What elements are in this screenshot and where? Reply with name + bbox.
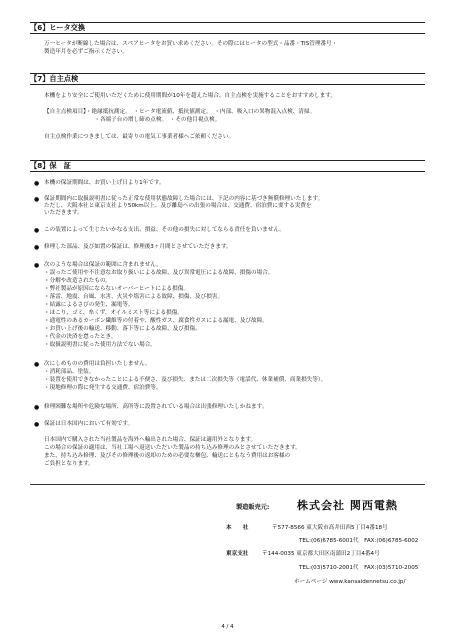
hq-address: 〒577-8566 東大阪市高井田西5丁目4番18号 — [272, 525, 388, 531]
footer-rule — [30, 484, 425, 485]
bullet-icon: ● — [34, 421, 40, 428]
section-8-title: 【8】保 証 — [30, 161, 71, 170]
bullet-icon: ● — [34, 404, 40, 411]
warranty-line: 修理した部品、及び如置の保証は、修理後3ヶ月間とさせていただきます。 — [44, 244, 232, 250]
warranty-line: ・取扱説明書に従った使用方法でない場合。 — [44, 342, 156, 348]
warranty-line: この場合の保証の適用は、当社工場へ返送いただいた製品の持ち込み修理のみとさせていただきます。 — [44, 445, 301, 451]
company-name: 株式会社 関西電熱 — [297, 499, 398, 512]
tokyo-label: 東京支社 — [226, 551, 249, 557]
section-6-line: 万一ヒータが断線した場合は、スペアヒータをお買い求めください。その際にはヒータの型式・品番・TIS管理番号・ — [44, 41, 338, 47]
warranty-line: ・結露によるさびの発生、漏電等。 — [44, 302, 134, 308]
warranty-line: ・落雷、地震、台風、水害、火災や塩害による故障、損傷、及び損害。 — [44, 294, 224, 300]
warranty-line: 日本国内で購入された当社製品を海外へ輸出された場合、保証は適用外となります。 — [44, 437, 257, 443]
bullet-icon: ● — [34, 196, 40, 203]
warranty-line: ・消耗部品、塗装。 — [44, 369, 95, 375]
warranty-line: ・誤ったご使用や不注意なお取り扱いによる故障、及び異常電圧による故障、損傷の場合。 — [44, 270, 274, 276]
warranty-line: 本機の保証期間は、お買い上げ日より1年です。 — [44, 180, 165, 186]
section-7-line: 自主点検作業につきましては、最寄りの電気工事業者様へご依頼ください。 — [44, 134, 235, 140]
warranty-line: ・通電性のあるカーボン繊維等の付着や、酸性ガス、腐食性ガスによる漏電、及び故障。 — [44, 318, 268, 324]
section-7-line: ・各端子台の増し締め点検。 ・その他目視点検。 — [44, 117, 221, 123]
page-number: 4 / 4 — [221, 624, 234, 630]
bullet-icon: ● — [34, 244, 40, 251]
website-link[interactable]: ホームページ www.kansaidennetsu.co.jp/ — [294, 579, 406, 585]
warranty-line: ・代金の決済を怠ったとき。 — [44, 334, 117, 340]
seller-label: 製造販売元: — [236, 504, 270, 511]
section-6-line: 製造年月を必ずご指示ください。 — [44, 49, 128, 55]
section-7-line: 【自主点検項目】・絶縁抵抗測定。 ・ヒータ電流値、抵抗値測定。 ・内部、吸入口の異物混入点検、清掃。 — [44, 109, 316, 115]
section-7-title: 【7】自主点検 — [30, 74, 79, 83]
warranty-line: 修理困難な場所や危険な場所、高所等に設置されている場合は出張修理いたしかねます。 — [44, 404, 268, 410]
warranty-line: いただきます。 — [44, 210, 83, 216]
section-7-rule — [30, 73, 425, 85]
warranty-line: ・お買い上げ後の輸送、移動、落下等による故障、及び損傷。 — [44, 326, 201, 332]
tokyo-phone: TEL:(03)5710-2001代 FAX:(03)5710-2005 — [299, 565, 419, 571]
bullet-icon: ● — [34, 227, 40, 234]
warranty-line: また、持ち込み修理、及びその修理後の返却のための必要な梱包、輸送にともなう費用はお客様の — [44, 453, 291, 459]
warranty-line: ・弊社製品が原因にならないオーバーヒートによる損傷。 — [44, 286, 189, 292]
tokyo-address: 〒144-0035 東京都大田区南蒲田2丁目4番4号 — [262, 551, 380, 557]
section-6-rule — [30, 22, 425, 34]
warranty-line: 次のような場合は保証の範囲に含まれません。 — [44, 262, 162, 268]
warranty-line: ・ほこり、ゴミ、糸くず、オイルミスト等による損傷。 — [44, 310, 183, 316]
warranty-line: ただし、大阪本社と東京支社より50km以上、及び離島への出張の場合は、交通費、宿泊費に要する実費を — [44, 203, 312, 209]
bullet-icon: ● — [34, 361, 40, 368]
hq-phone: TEL:(06)6785-6001代 FAX:(06)6785-6002 — [299, 538, 419, 544]
warranty-line: ・装置を使用できなかったことによる不便さ、及び損失、または二次損失等（電話代、休業補償、商業損失等）。 — [44, 377, 327, 383]
hq-label: 本 社 — [226, 525, 249, 531]
warranty-line: 保証は日本国内において有効です。 — [44, 421, 134, 427]
bullet-icon: ● — [34, 180, 40, 187]
section-6-title: 【6】ヒータ交換 — [30, 23, 86, 32]
section-7-line: 本機をより安全にご使用いただくために使用期間が10年を超えた場合、自主点検を実施することをおすすめします。 — [44, 93, 337, 99]
warranty-line: 次にしめものの費用は負担いたしません。 — [44, 361, 151, 367]
section-8-rule — [30, 160, 425, 172]
bullet-icon: ● — [34, 262, 40, 269]
warranty-line: ・分解や改造されたもの。 — [44, 278, 111, 284]
warranty-line: この装置によって生じたいかなる支出、損益、その他の損失に対してならる責任を負いません。 — [44, 227, 285, 233]
warranty-line: ・現地修理の際に発生する交通費、宿泊費等。 — [44, 385, 162, 391]
warranty-line: 保証期間内に取扱説明書に従った正常な使用状態故障した場合には、下記の内容に基づき無償修理いたします。 — [44, 196, 324, 202]
warranty-line: ご負担となります。 — [44, 461, 94, 467]
